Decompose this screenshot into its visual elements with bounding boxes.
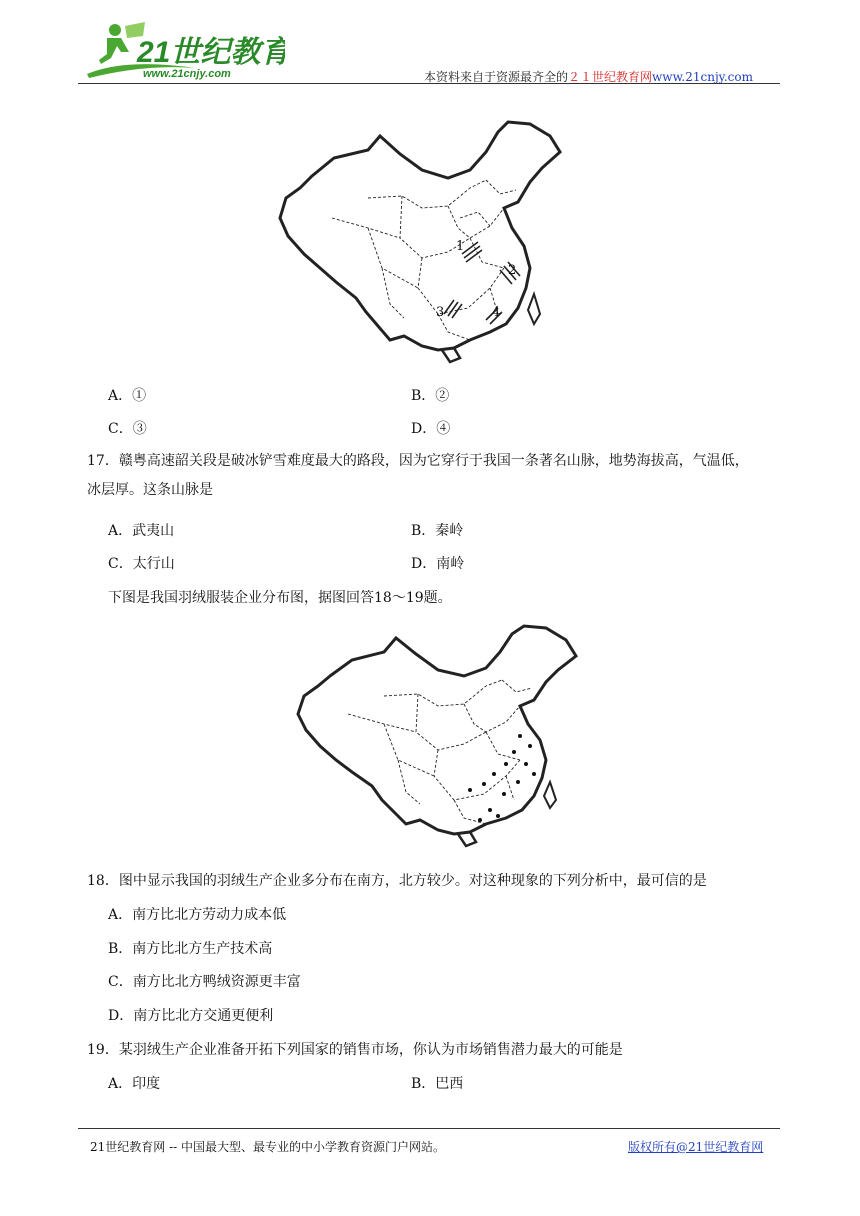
- q17-stem-line1: 17．赣粤高速韶关段是破冰铲雪难度最大的路段，因为它穿行于我国一条著名山脉，地势海拔高，气温低，: [87, 453, 749, 469]
- logo: [85, 18, 285, 82]
- q17-option-a[interactable]: A．武夷山: [108, 523, 175, 539]
- footer-copyright-link[interactable]: 版权所有@21世纪教育网: [628, 1140, 764, 1154]
- q17-option-d[interactable]: D．南岭: [411, 556, 465, 572]
- q16-option-d[interactable]: D．④: [411, 421, 451, 437]
- header-source-prefix: 本资料来自于资源最齐全的: [424, 70, 569, 84]
- intro-18-19: 下图是我国羽绒服装企业分布图，据图回答18～19题。: [108, 590, 452, 606]
- china-outline-2: [298, 626, 576, 834]
- map1-label-3: 3: [436, 305, 445, 320]
- q19-stem: 19．某羽绒生产企业准备开拓下列国家的销售市场，你认为市场销售潜力最大的可能是: [87, 1042, 623, 1058]
- map1-label-2: 2: [508, 263, 517, 278]
- header-divider: [78, 83, 780, 84]
- china-outline: [280, 122, 560, 350]
- q17-stem-line2: 冰层厚。这条山脉是: [87, 482, 213, 498]
- runner-logo-icon: [85, 18, 285, 82]
- header-source-red: ２１世纪教育网: [568, 70, 653, 84]
- header-source-url[interactable]: www.21cnjy.com: [652, 70, 753, 84]
- q16-option-b[interactable]: B．②: [411, 388, 450, 404]
- q17-option-c[interactable]: C．太行山: [108, 556, 175, 572]
- q18-option-b[interactable]: B．南方比北方生产技术高: [108, 941, 273, 957]
- q19-option-a[interactable]: A．印度: [108, 1076, 161, 1092]
- logo-url: www.21cnjy.com: [143, 68, 231, 80]
- q17-option-b[interactable]: B．秦岭: [411, 523, 464, 539]
- q19-option-b[interactable]: B．巴西: [411, 1076, 464, 1092]
- q18-option-c[interactable]: C．南方比北方鸭绒资源更丰富: [108, 974, 301, 990]
- enterprise-dots: [468, 734, 536, 822]
- q18-option-d[interactable]: D．南方比北方交通更便利: [108, 1008, 274, 1024]
- china-map-down-industry: [294, 624, 594, 852]
- q18-stem: 18．图中显示我国的羽绒生产企业多分布在南方，北方较少。对这种现象的下列分析中，最可信的是: [87, 873, 707, 889]
- footer-tagline: 21世纪教育网 -- 中国最大型、最专业的中小学教育资源门户网站。: [90, 1140, 446, 1154]
- china-map-mountains: [272, 118, 572, 370]
- q18-option-a[interactable]: A．南方比北方劳动力成本低: [108, 907, 287, 923]
- q16-option-a[interactable]: A．①: [108, 388, 147, 404]
- q16-option-c[interactable]: C．③: [108, 421, 147, 437]
- logo-title: 21世纪教育: [137, 36, 285, 69]
- map1-label-4: 4: [492, 305, 501, 320]
- map1-label-1: 1: [456, 239, 465, 254]
- q17-stem: [87, 447, 787, 505]
- footer-divider: [78, 1128, 780, 1129]
